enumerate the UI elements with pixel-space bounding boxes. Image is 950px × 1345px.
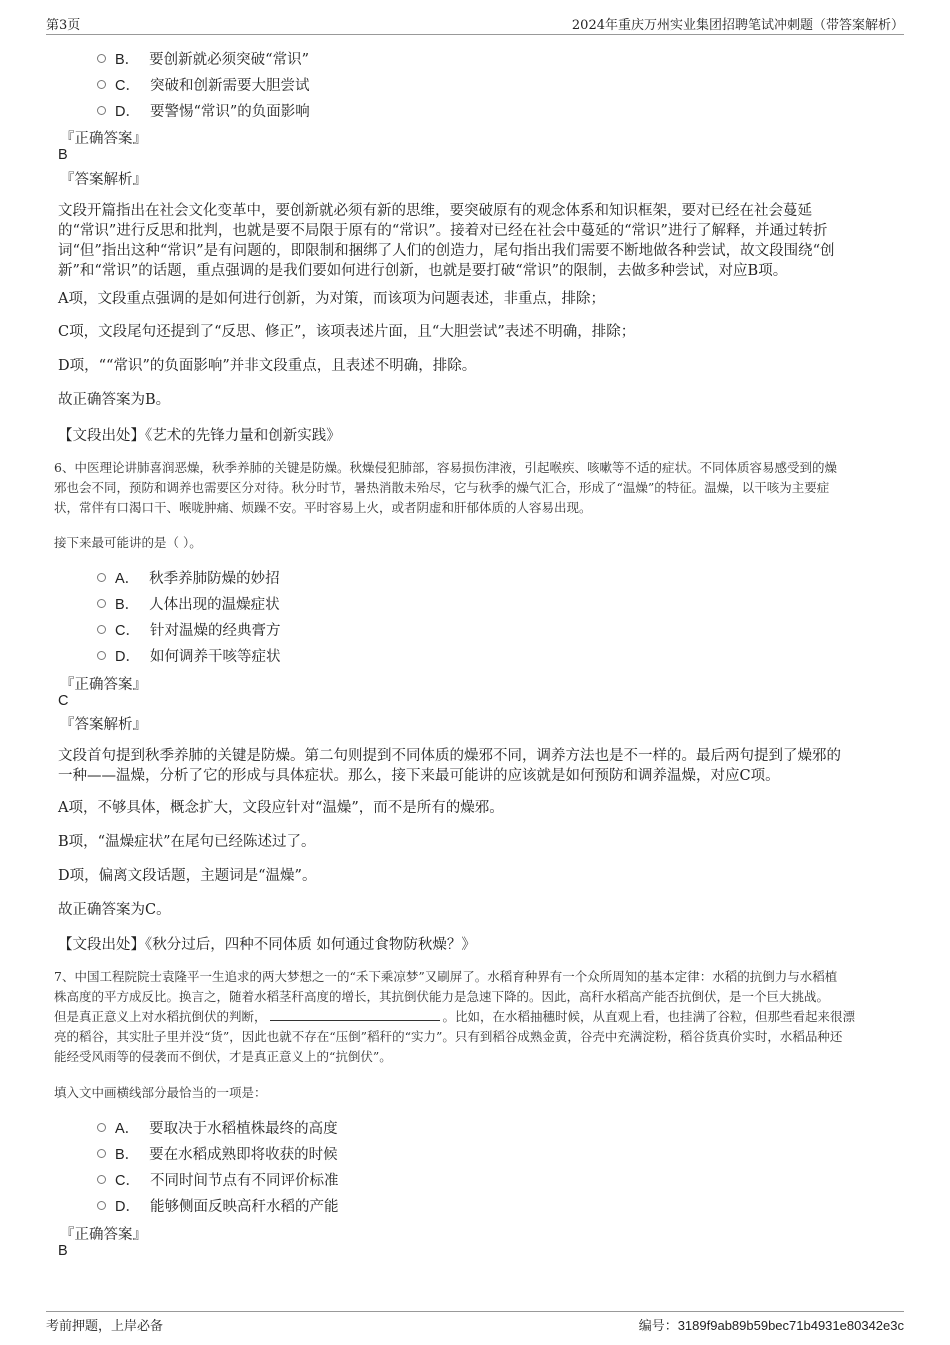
q6-note-b: B项，“温燥症状”在尾句已经陈述过了。 [58, 834, 316, 850]
q5-analysis: 文段开篇指出在社会文化变革中，要创新就必须有新的思维，要突破原有的观念体系和知识框架，要对已经在社会蔓延 的“常识”进行反思和批判，也就是要不局限于原有的“常识”。接着对已经在社会中蔓延的“常识”进行了解释，并通过转折 词“但”指出这种“常识”是有问题的，即限制和捆绑了人们的创造力，尾句指出我们需要不断地做各种尝试，故文段围绕“创 新”和“常识”的话题，重点强调的是我们要如何进行创新，也就是要打破“常识”的限制，去做多种尝试，对应B项。 [58, 203, 835, 279]
page-number: 第3页 [46, 18, 81, 33]
page-header [46, 14, 904, 35]
radio-icon[interactable] [97, 1175, 106, 1184]
radio-icon[interactable] [97, 651, 106, 660]
q6-source: 【文段出处】《秋分过后，四种不同体质 如何通过食物防秋燥？》 [58, 937, 476, 953]
q5-option-c[interactable]: C． 突破和创新需要大胆尝试 [97, 74, 309, 95]
radio-icon[interactable] [97, 1149, 106, 1158]
q6-note-d: D项，偏离文段话题，主题词是“温燥”。 [58, 868, 317, 884]
q6-prompt: 接下来最可能讲的是（ ）。 [54, 535, 202, 550]
q7-answer: B [58, 1243, 68, 1259]
document-id: 编号：3189f9ab89b59bec71b4931e80342e3c [638, 1318, 904, 1333]
q5-note-d: D项，““常识”的负面影响”并非文段重点，且表述不明确，排除。 [58, 358, 477, 374]
q5-analysis-label: 『答案解析』 [60, 172, 147, 188]
q5-note-c: C项，文段尾句还提到了“反思、修正”，该项表述片面，且“大胆尝试”表述不明确，排除； [58, 324, 636, 340]
radio-icon[interactable] [97, 625, 106, 634]
radio-icon[interactable] [97, 1201, 106, 1210]
radio-icon[interactable] [97, 80, 106, 89]
q6-answer-label: 『正确答案』 [60, 677, 147, 693]
q7-option-b[interactable]: B． 要在水稻成熟即将收获的时候 [97, 1143, 338, 1164]
q6-option-b[interactable]: B． 人体出现的温燥症状 [97, 593, 280, 614]
q7-answer-label: 『正确答案』 [60, 1227, 147, 1243]
q6-conclusion: 故正确答案为C。 [58, 902, 171, 918]
q7-option-c[interactable]: C． 不同时间节点有不同评价标准 [97, 1169, 338, 1190]
q6-analysis: 文段首句提到秋季养肺的关键是防燥。第二句则提到不同体质的燥邪不同，调养方法也是不一样的。最后两句提到了燥邪的 一种——温燥，分析了它的形成与具体症状。那么，接下来最可能讲的应该就是如何预防和调养温燥，对应C项。 [58, 748, 841, 784]
q6-stem: 6、中医理论讲肺喜润恶燥，秋季养肺的关键是防燥。秋燥侵犯肺部，容易损伤津液，引起喉疾、咳嗽等不适的症状。不同体质容易感受到的燥 邪也会不同，预防和调养也需要区分对待。秋分时节，暑热消散未殆尽，它与秋季的燥气汇合，形成了“温燥”的特征。温燥，以干咳为主要症 状，常伴有口渴口干、喉咙肿痛、烦躁不安。平时容易上火，或者阴虚和肝郁体质的人容易出现。 [54, 460, 837, 515]
q7-option-d[interactable]: D． 能够侧面反映高秆水稻的产能 [97, 1195, 338, 1216]
radio-icon[interactable] [97, 1123, 106, 1132]
q6-option-a[interactable]: A． 秋季养肺防燥的妙招 [97, 567, 280, 588]
fill-blank [270, 1008, 440, 1021]
q7-stem: 7、中国工程院院士袁隆平一生追求的两大梦想之一的“禾下乘凉梦”又刷屏了。水稻育种界有一个众所周知的基本定律：水稻的抗倒力与水稻植 株高度的平方成反比。换言之，随着水稻茎秆高度的增长，其抗倒伏能力是急速下降的。因此，高秆水稻高产能否抗倒伏，是一个巨大挑战。 但是真正意义上对水稻抗倒伏的判断， 。比如，在水稻抽穗时候，从直观上看，也挂满了谷粒，但那些看起来很漂 亮的稻谷，其实肚子里并没“货”，因此也就不存在“压倒”稻秆的“实力”。只有到稻谷成熟金黄，谷壳中充满淀粉，稻谷货真价实时，水稻品种还 能经受风雨等的侵袭而不倒伏，才是真正意义上的“抗倒伏”。 [54, 969, 856, 1064]
q5-note-a: A项，文段重点强调的是如何进行创新，为对策，而该项为问题表述，非重点，排除； [58, 291, 605, 307]
footer-slogan: 考前押题，上岸必备 [46, 1319, 164, 1334]
q6-answer: C [58, 693, 69, 709]
radio-icon[interactable] [97, 54, 106, 63]
q7-option-a[interactable]: A． 要取决于水稻植株最终的高度 [97, 1117, 338, 1138]
q6-analysis-label: 『答案解析』 [60, 717, 147, 733]
q5-option-b[interactable]: B． 要创新就必须突破“常识” [97, 48, 309, 69]
radio-icon[interactable] [97, 573, 106, 582]
q6-option-d[interactable]: D． 如何调养干咳等症状 [97, 645, 280, 666]
q5-answer-label: 『正确答案』 [60, 131, 147, 147]
page-footer [46, 1311, 904, 1336]
q6-note-a: A项，不够具体，概念扩大，文段应针对“温燥”，而不是所有的燥邪。 [58, 800, 504, 816]
q5-source: 【文段出处】《艺术的先锋力量和创新实践》 [58, 428, 341, 444]
radio-icon[interactable] [97, 106, 106, 115]
radio-icon[interactable] [97, 599, 106, 608]
q5-option-d[interactable]: D． 要警惕“常识”的负面影响 [97, 100, 310, 121]
q5-conclusion: 故正确答案为B。 [58, 392, 171, 408]
q6-option-c[interactable]: C． 针对温燥的经典膏方 [97, 619, 280, 640]
q5-answer: B [58, 147, 68, 163]
q7-prompt: 填入文中画横线部分最恰当的一项是： [54, 1085, 267, 1100]
document-title: 2024年重庆万州实业集团招聘笔试冲刺题（带答案解析） [571, 18, 904, 33]
